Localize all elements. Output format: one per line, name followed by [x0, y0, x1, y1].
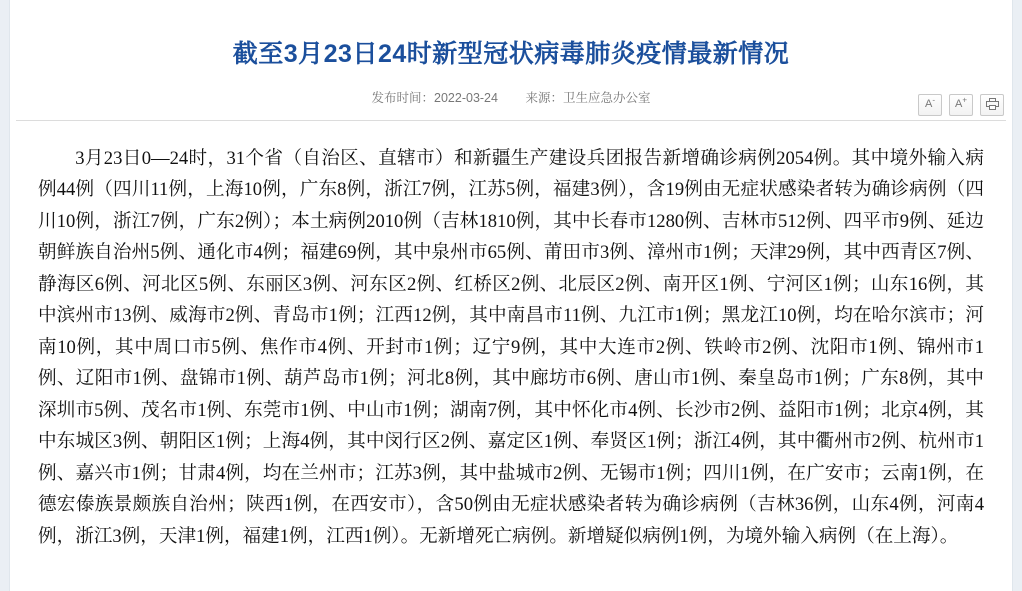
increase-font-label: A	[954, 97, 963, 110]
article-container	[10, 0, 1012, 591]
increase-font-sup: +	[962, 94, 967, 104]
source-label: 来源：	[525, 90, 563, 105]
article-body: 3月23日0—24时，31个省（自治区、直辖市）和新疆生产建设兵团报告新增确诊病例2054例。其中境外输入病例44例（四川11例，上海10例，广东8例，浙江7例，江苏5例，福建3例），含19例由无症状感染者转为确诊病例（四川10例，浙江7例，广东2例）；本土病例2010例（吉林1810例，其中长春市1280例、吉林市512例、四平市9例、延边朝鲜族自治州5例、通化市4例；福建69例，其中泉州市65例、莆田市3例、漳州市1例；天津29例，其中西青区7例、静海区6例、河北区5例、东丽区3例、河东区2例、红桥区2例、北辰区2例、南开区1例、宁河区1例；山东16例，其中滨州市13例、威海市2例、青岛市1例；江西12例，其中南昌市11例、九江市1例；黑龙江10例，均在哈尔滨市；河南10例，其中周口市5例、焦作市4例、开封市1例；辽宁9例，其中大连市2例、铁岭市2例、沈阳市1例、锦州市1例、辽阳市1例、盘锦市1例、葫芦岛市1例；河北8例，其中廊坊市6例、唐山市1例、秦皇岛市1例；广东8例，其中深圳市5例、茂名市1例、东莞市1例、中山市1例；湖南7例，其中怀化市4例、长沙市2例、益阳市1例；北京4例，其中东城区3例、朝阳区1例；上海4例，其中闵行区2例、嘉定区1例、奉贤区1例；浙江4例，其中衢州市2例、杭州市1例、嘉兴市1例；甘肃4例，均在兰州市；江苏3例，其中盐城市2例、无锡市1例；四川1例，在广安市；云南1例，在德宏傣族景颇族自治州；陕西1例，在西安市），含50例由无症状感染者转为确诊病例（吉林36例，山东4例，河南4例，浙江3例，天津1例，福建1例，江西1例）。无新增死亡病例。新增疑似病例1例，为境外输入病例（在上海）。	[38, 147, 984, 547]
article-toolbar	[918, 94, 1004, 116]
decrease-font-label: A	[924, 97, 933, 110]
publish-time-label: 发布时间：	[371, 90, 435, 105]
page-title: 截至3月23日24时新型冠状病毒肺炎疫情最新情况	[232, 39, 790, 68]
left-margin-rail	[0, 0, 10, 591]
source	[525, 88, 650, 106]
print-button[interactable]	[980, 94, 1004, 116]
source-value: 卫生应急办公室	[562, 90, 651, 105]
header-divider	[16, 120, 1006, 121]
right-margin-rail	[1012, 0, 1022, 591]
publish-time-value: 2022-03-24	[434, 90, 498, 105]
printer-icon	[986, 98, 999, 110]
increase-font-button[interactable]	[949, 94, 973, 116]
decrease-font-sup: -	[932, 94, 935, 104]
publish-time	[372, 88, 498, 106]
article-meta	[10, 88, 1012, 114]
decrease-font-button[interactable]	[918, 94, 942, 116]
